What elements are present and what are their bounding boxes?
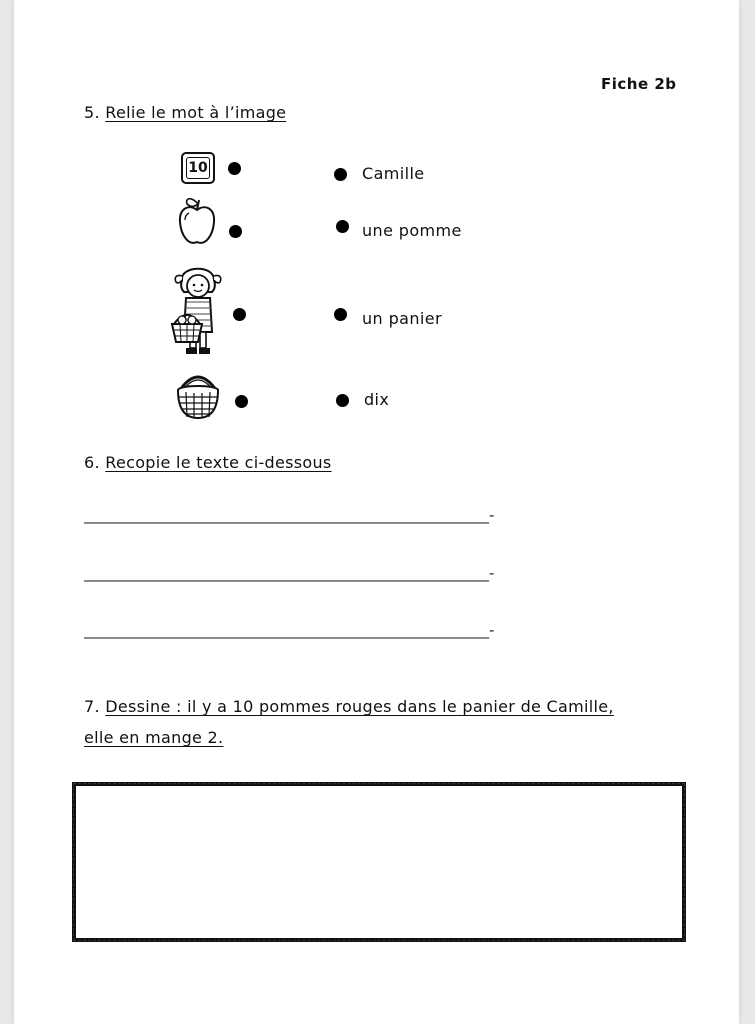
image-dot-1[interactable] bbox=[228, 162, 241, 175]
exercise-6-number: 6. bbox=[84, 453, 100, 472]
word-une-pomme: une pomme bbox=[362, 221, 462, 240]
basket-icon bbox=[174, 370, 222, 422]
number-ten-icon bbox=[181, 152, 215, 184]
exercise-6-title bbox=[84, 453, 332, 472]
fiche-label: Fiche 2b bbox=[601, 75, 677, 93]
exercise-5-instruction: Relie le mot à l’image bbox=[105, 103, 287, 122]
exercise-7-title bbox=[84, 691, 684, 753]
word-dot-3[interactable] bbox=[334, 308, 347, 321]
exercise-5-number: 5. bbox=[84, 103, 100, 122]
image-dot-4[interactable] bbox=[235, 395, 248, 408]
word-dix: dix bbox=[364, 390, 390, 409]
image-dot-3[interactable] bbox=[233, 308, 246, 321]
worksheet-page bbox=[14, 0, 739, 1024]
exercise-7-number: 7. bbox=[84, 697, 100, 716]
girl-with-basket-icon bbox=[170, 262, 228, 358]
word-dot-4[interactable] bbox=[336, 394, 349, 407]
exercise-7-instruction-line-2: elle en mange 2. bbox=[84, 728, 224, 747]
word-dot-2[interactable] bbox=[336, 220, 349, 233]
copy-line-3[interactable]: ______________________________________________________- bbox=[84, 621, 495, 639]
exercise-5-title bbox=[84, 103, 286, 122]
apple-icon bbox=[177, 194, 217, 248]
copy-line-1[interactable]: ______________________________________________________- bbox=[84, 506, 495, 524]
image-dot-2[interactable] bbox=[229, 225, 242, 238]
exercise-6-instruction: Recopie le texte ci-dessous bbox=[105, 453, 332, 472]
exercise-7-instruction-line-1: Dessine : il y a 10 pommes rouges dans le panier de Camille, bbox=[105, 697, 614, 716]
word-un-panier: un panier bbox=[362, 309, 442, 328]
drawing-box[interactable] bbox=[72, 782, 686, 942]
word-camille: Camille bbox=[362, 164, 425, 183]
word-dot-1[interactable] bbox=[334, 168, 347, 181]
number-ten-label: 10 bbox=[186, 157, 210, 179]
copy-line-2[interactable]: ______________________________________________________- bbox=[84, 564, 495, 582]
